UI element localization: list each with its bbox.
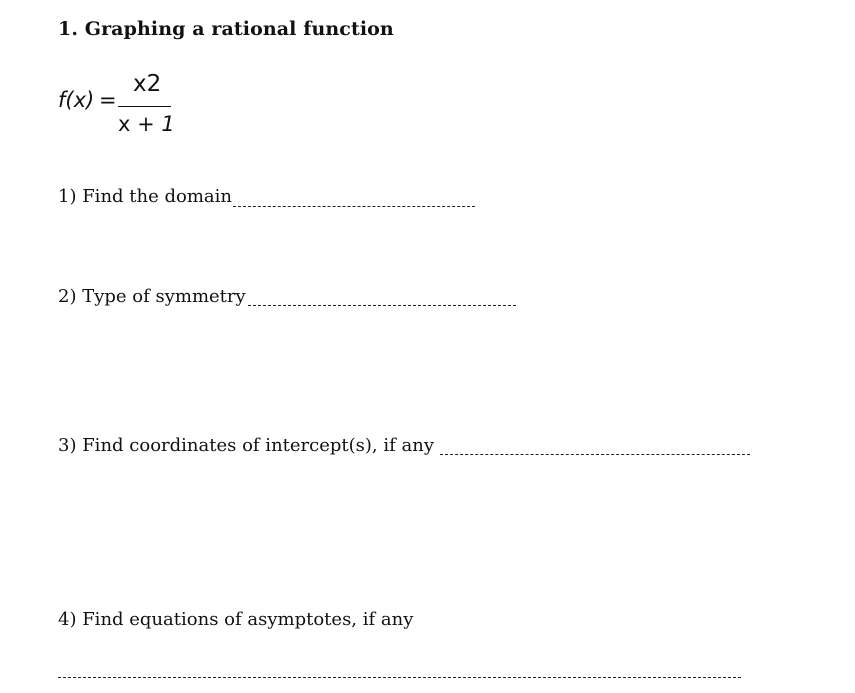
- fraction-numerator: x2: [133, 71, 162, 97]
- answer-blank-symmetry[interactable]: [248, 305, 516, 306]
- question-symmetry: 2) Type of symmetry: [58, 286, 246, 307]
- question-intercepts: 3) Find coordinates of intercept(s), if any: [58, 435, 434, 456]
- question-asymptotes: 4) Find equations of asymptotes, if any: [58, 609, 414, 630]
- answer-blank-intercepts[interactable]: [440, 454, 750, 455]
- answer-blank-domain[interactable]: [233, 206, 475, 207]
- function-name: f(x): [58, 88, 95, 112]
- fraction-denominator: [118, 110, 175, 138]
- equals-sign: =: [99, 88, 117, 112]
- page-title: 1. Graphing a rational function: [58, 18, 394, 40]
- fraction-bar: [118, 106, 171, 107]
- rational-function-formula: [58, 70, 198, 140]
- denominator-variable: x: [118, 112, 131, 136]
- denominator-operator: +: [137, 112, 155, 136]
- question-domain: 1) Find the domain: [58, 186, 232, 207]
- answer-blank-asymptotes[interactable]: [58, 677, 741, 678]
- denominator-constant: 1: [161, 112, 175, 136]
